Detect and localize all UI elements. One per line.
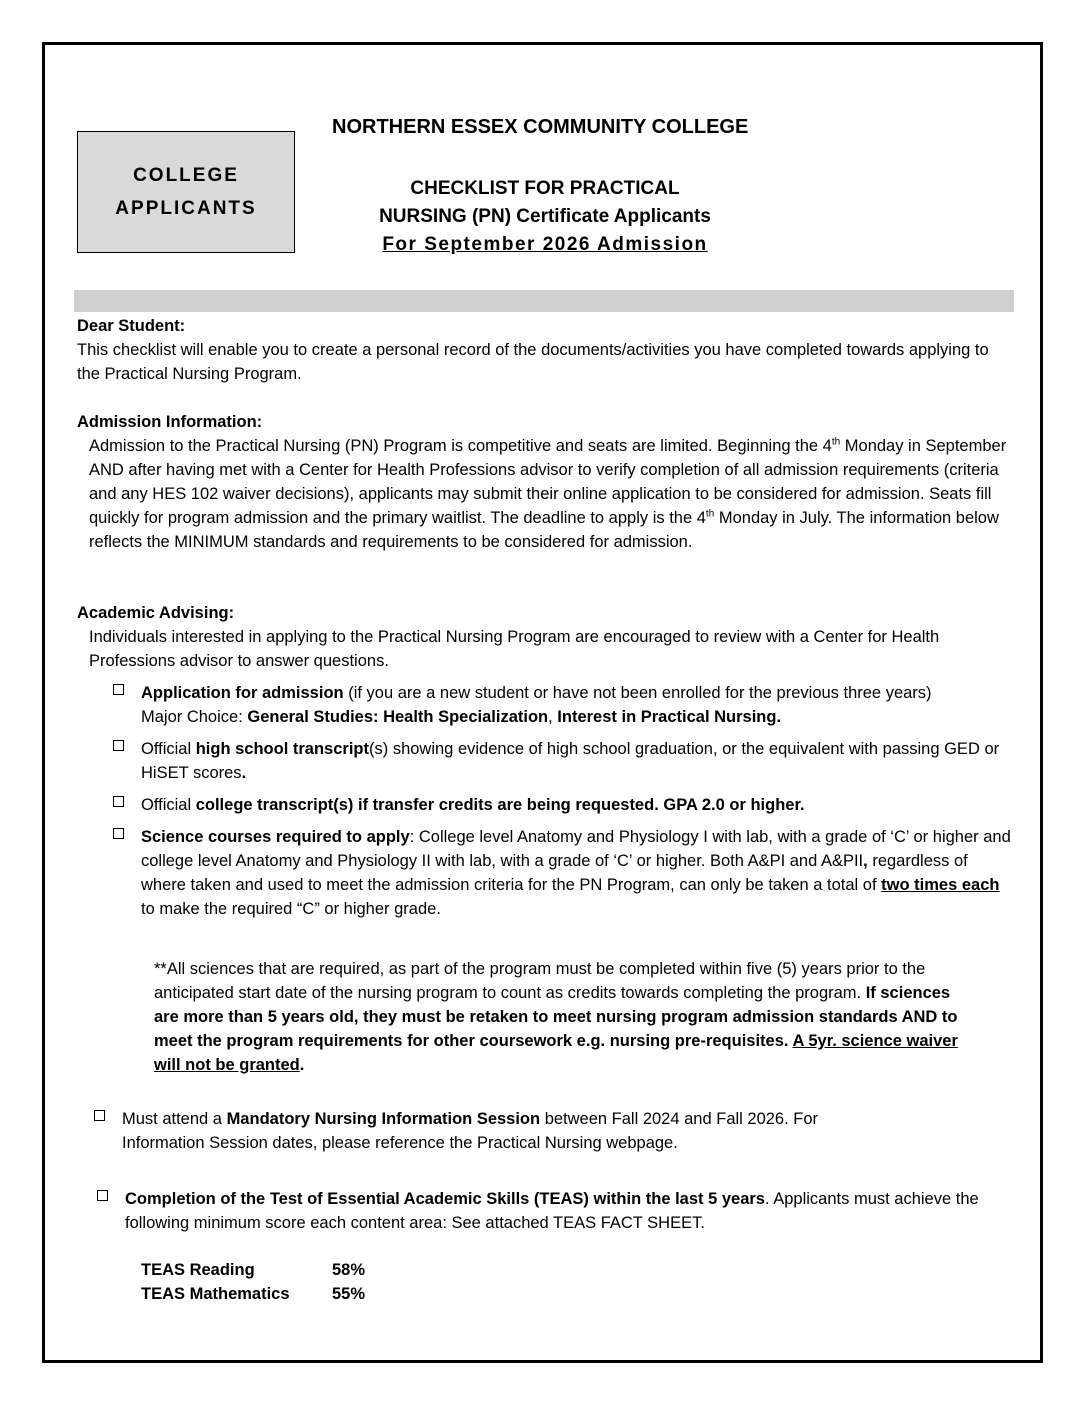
item-science-courses: Science courses required to apply: College level Anatomy and Physiology I with lab, with a grade of ‘C’ or higher and college level Anatomy and Physiology II with lab, with a grade of ‘C’ or higher. Both A&PI and A&PII, regardless of where taken and used to meet the admission criteria for the PN Program, can only be taken a total of two times each to make the required “C” or higher grade. — [141, 828, 1011, 918]
intro-text: This checklist will enable you to create a personal record of the documents/activities you have completed towards applying to the Practical Nursing Program. — [77, 341, 989, 383]
item-application: Application for admission (if you are a new student or have not been enrolled for the previous three years) Major Choice: General Studies: Health Specialization, Interest in Practical Nursing. — [141, 684, 932, 726]
item-info-session: Must attend a Mandatory Nursing Information Session between Fall 2024 and Fall 2026. For Information Session dates, please reference the Practical Nursing webpage. — [122, 1110, 819, 1152]
checklist-title — [340, 175, 750, 259]
advising-text: Individuals interested in applying to the Practical Nursing Program are encouraged to review with a Center for Health Professions advisor to answer questions. — [89, 628, 940, 670]
checkbox-application[interactable] — [113, 684, 124, 695]
teas-score-label: TEAS Reading — [141, 1261, 255, 1279]
checkbox-science-courses[interactable] — [113, 828, 124, 839]
title-line-2: NURSING (PN) Certificate Applicants — [379, 206, 711, 227]
teas-score-value: 58% — [332, 1261, 366, 1279]
item-college-transcript: Official college transcript(s) if transfer credits are being requested. GPA 2.0 or higher. — [141, 796, 805, 814]
checkbox-teas[interactable] — [97, 1190, 108, 1201]
box-line-1: COLLEGE — [133, 165, 239, 186]
teas-score-label: TEAS Mathematics — [141, 1285, 290, 1303]
college-applicants-box — [77, 131, 295, 253]
intro-section — [77, 314, 1007, 386]
checkbox-info-session[interactable] — [94, 1110, 105, 1121]
item-high-school-transcript: Official high school transcript(s) showing evidence of high school graduation, or the equivalent with passing GED or HiSET scores. — [141, 740, 1000, 782]
box-line-2: APPLICANTS — [115, 198, 257, 219]
teas-score-value: 55% — [332, 1285, 366, 1303]
science-note: **All sciences that are required, as part of the program must be completed within five (5) years prior to the anticipated start date of the nursing program to count as credits towards completing the program. If sciences are more than 5 years old, they must be retaken to meet nursing program admission standards AND to meet the program requirements for other coursework e.g. nursing pre-requisites. A 5yr. science waiver will not be granted. — [154, 960, 958, 1074]
college-name: NORTHERN ESSEX COMMUNITY COLLEGE — [332, 116, 749, 138]
checkbox-college-transcript[interactable] — [113, 796, 124, 807]
checkbox-high-school-transcript[interactable] — [113, 740, 124, 751]
greeting: Dear Student: — [77, 317, 186, 335]
admission-text: Admission to the Practical Nursing (PN) Program is competitive and seats are limited. Beginning the 4th Monday in September AND after having met with a Center for Health Professions advisor to verify completion of all admission requirements (criteria and any HES 102 waiver decisions), applicants may submit their online application to be considered for admission. Seats fill quickly for program admission and the primary waitlist. The deadline to apply is the 4th Monday in July. The information below reflects the MINIMUM standards and requirements to be considered for admission. — [89, 436, 1007, 551]
title-line-1: CHECKLIST FOR PRACTICAL — [410, 178, 680, 199]
admission-heading: Admission Information: — [77, 413, 263, 431]
advising-heading: Academic Advising: — [77, 604, 235, 622]
teas-score-row — [141, 1258, 365, 1282]
section-divider-bar — [74, 290, 1014, 312]
title-line-3: For September 2026 Admission — [382, 234, 708, 255]
teas-scores — [141, 1258, 365, 1306]
teas-score-row — [141, 1282, 365, 1306]
item-teas: Completion of the Test of Essential Academic Skills (TEAS) within the last 5 years. Applicants must achieve the following minimum score each content area: See attached TEAS FACT SHEET. — [125, 1190, 979, 1232]
